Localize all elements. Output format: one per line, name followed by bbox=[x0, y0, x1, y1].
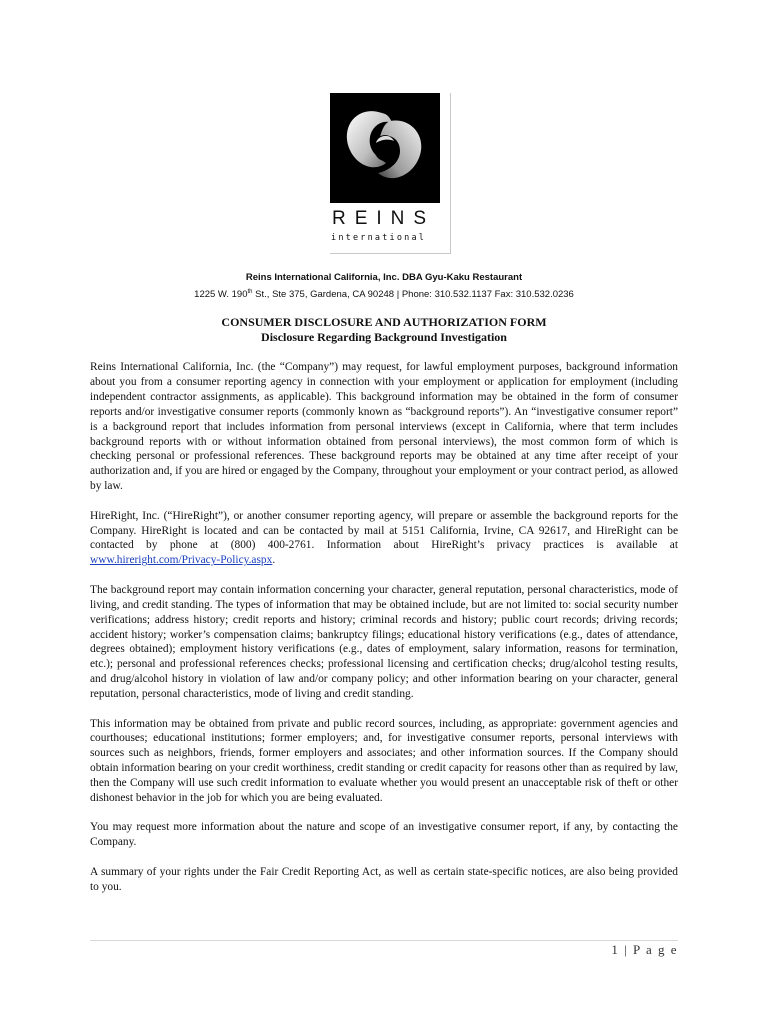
hireright-end: . bbox=[272, 554, 276, 567]
form-subtitle: Disclosure Regarding Background Investigation bbox=[261, 330, 507, 344]
form-title: CONSUMER DISCLOSURE AND AUTHORIZATION FORM bbox=[221, 315, 547, 329]
address-superscript: th bbox=[247, 289, 253, 295]
page-number: 1 | P a g e bbox=[611, 942, 678, 957]
company-name: Reins International California, Inc. DBA Gyu-Kaku Restaurant bbox=[245, 272, 523, 283]
hireright-text: HireRight, Inc. (“HireRight”), or another consumer reporting agency, will prepare or assemble the background reports for the Company. HireRight is located and can be contacted by mail at 5151 California, Irvine, CA 92617, and HireRight can be contacted by phone at (800) 400-2761. Information about HireRight’s privacy practices is available at bbox=[90, 509, 678, 552]
logo-wordmark: REINS bbox=[332, 208, 436, 229]
paragraph-purpose: Reins International California, Inc. (the “Company”) may request, for lawful employment purposes, background information about you from a consumer reporting agency in connection with your employment or application for employment (including independent contractor assignments, as applicable). This background information may be obtained in the form of consumer reports and/or investigative consumer reports (commonly known as “background reports”). An “investigative consumer report” is a background report that includes information from personal interviews (except in California, where that term includes background reports with or without information obtained from personal interviews), the most common form of which is checking personal or professional references. These background reports may be obtained at any time after receipt of your authorization and, if you are hired or engaged by the Company, throughout your employment or your contract period, as allowed by law. bbox=[90, 361, 678, 493]
footer-divider bbox=[90, 940, 678, 941]
paragraph-rights-summary: A summary of your rights under the Fair Credit Reporting Act, as well as certain state-specific notices, are also being provided to you. bbox=[90, 865, 678, 893]
disclosure-body bbox=[90, 360, 678, 909]
logo-mark bbox=[330, 93, 440, 203]
privacy-policy-link[interactable]: www.hireright.com/Privacy-Policy.aspx bbox=[90, 554, 273, 567]
company-address bbox=[90, 285, 678, 302]
logo-tagline: international bbox=[331, 233, 427, 243]
form-titles bbox=[90, 315, 678, 345]
address-end: St., Ste 375, Gardena, CA 90248 | Phone: 310.532.1137 Fax: 310.532.0236 bbox=[252, 289, 574, 301]
company-header bbox=[90, 270, 678, 302]
paragraph-report-contents: The background report may contain information concerning your character, general reputation, personal characteristics, mode of living, and credit standing. The types of information that may be obtained include, but are not limited to: social security number verifications; address history; credit reports and history; criminal records and history; public court records; driving records; accident history; worker’s compensation claims; bankruptcy filings; educational history verifications (e.g., dates of attendance, degrees obtained); employment history verifications (e.g., dates of employment, salary information, reasons for termination, etc.); personal and professional references checks; professional licensing and certification checks; drug/alcohol testing results, and drug/alcohol history in violation of law and/or company policy; and other information bearing on your character, general reputation, personal characteristics, mode of living and credit standing. bbox=[90, 583, 678, 701]
paragraph-sources: This information may be obtained from private and public record sources, including, as appropriate: government agencies and courthouses; educational institutions; former employers; and, for investigative consumer reports, personal interviews with sources such as neighbors, friends, former employers and associates; and other information sources. If the Company should obtain information bearing on your credit worthiness, credit standing or credit capacity for reasons other than as required by law, then the Company will use such credit information to evaluate whether you would present an unacceptable risk of theft or other dishonest behavior in the job for which you are being evaluated. bbox=[90, 717, 678, 805]
address-start: 1225 W. 190 bbox=[194, 289, 248, 301]
swirl-logo-icon bbox=[330, 93, 440, 203]
paragraph-hireright bbox=[90, 509, 678, 569]
paragraph-request-info: You may request more information about the nature and scope of an investigative consumer report, if any, by contacting the Company. bbox=[90, 821, 678, 849]
company-logo bbox=[330, 93, 451, 254]
